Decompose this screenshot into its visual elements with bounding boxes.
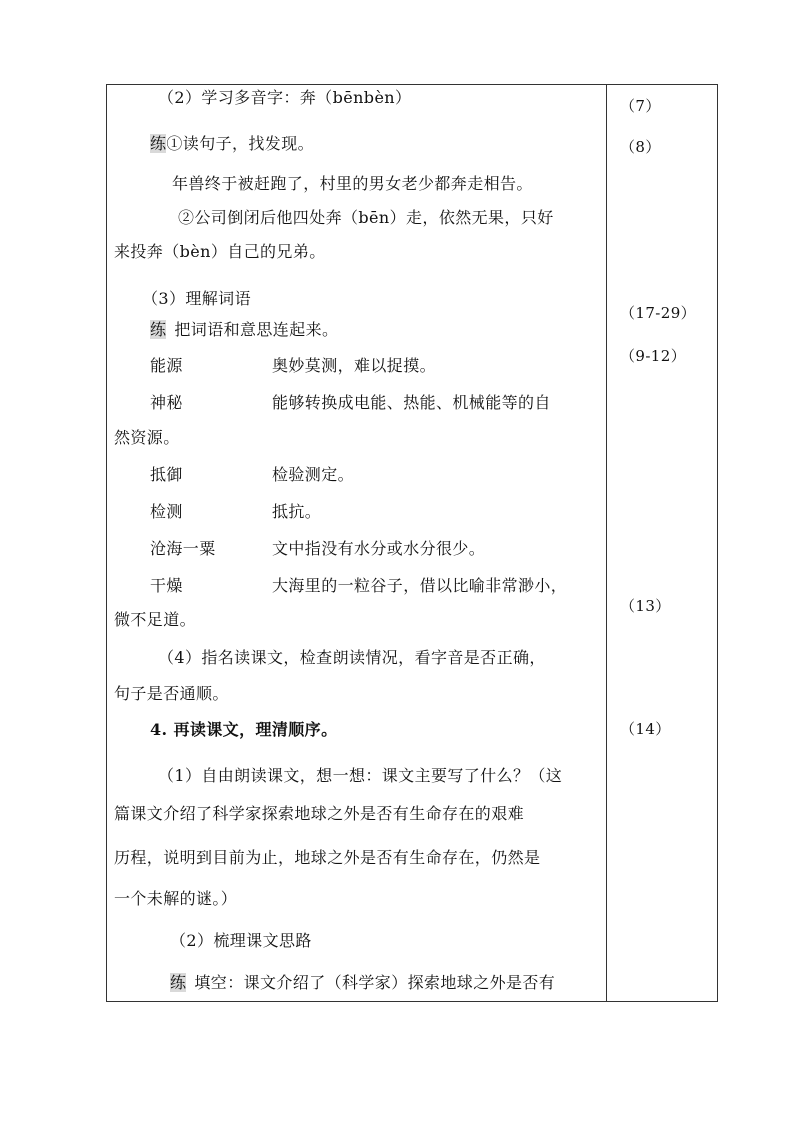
line-sentence-2b: 来投奔（bèn）自己的兄弟。 xyxy=(114,242,326,261)
term-1: 能源 xyxy=(150,356,183,375)
term-5: 沧海一粟 xyxy=(150,539,216,558)
line-question-b: 篇课文介绍了科学家探索地球之外是否有生命存在的艰难 xyxy=(114,804,525,823)
exercise-3-text: 填空：课文介绍了（科学家）探索地球之外是否有 xyxy=(194,973,556,992)
line-exercise-1 xyxy=(150,134,314,154)
line-vocab-heading: （3）理解词语 xyxy=(142,289,251,308)
line-read-check-a: （4）指名读课文，检查朗读情况，看字音是否正确， xyxy=(158,648,546,667)
section-4-heading: 4. 再读课文，理清顺序。 xyxy=(150,720,338,739)
right-note-4: （9-12） xyxy=(620,347,687,365)
right-note-1: （7） xyxy=(620,97,661,115)
line-exercise-3 xyxy=(170,973,555,993)
right-note-5: （13） xyxy=(620,597,671,615)
term-3: 抵御 xyxy=(150,465,183,484)
exercise-1-text: ①读句子，找发现。 xyxy=(166,134,315,153)
meaning-2-cont: 然资源。 xyxy=(114,428,180,447)
meaning-6: 大海里的一粒谷子，借以比喻非常渺小， xyxy=(272,576,568,595)
exercise-mark: 练 xyxy=(170,973,187,992)
term-2: 神秘 xyxy=(150,393,183,412)
meaning-1: 奥妙莫测，难以捉摸。 xyxy=(272,356,437,375)
line-outline-heading: （2）梳理课文思路 xyxy=(170,931,312,950)
line-question-c: 历程，说明到目前为止，地球之外是否有生命存在，仍然是 xyxy=(114,848,541,867)
meaning-4: 抵抗。 xyxy=(272,502,322,521)
exercise-2-text: 把词语和意思连起来。 xyxy=(174,320,339,339)
line-question-a: （1）自由朗读课文，想一想：课文主要写了什么？（这 xyxy=(158,766,563,785)
exercise-mark: 练 xyxy=(150,134,167,153)
line-read-check-b: 句子是否通顺。 xyxy=(114,684,229,703)
term-4: 检测 xyxy=(150,502,183,521)
right-note-6: （14） xyxy=(620,720,671,738)
exercise-mark: 练 xyxy=(150,320,167,339)
line-question-d: 一个未解的谜。） xyxy=(114,889,238,908)
term-6: 干燥 xyxy=(150,576,183,595)
column-divider xyxy=(606,84,607,1002)
line-sentence-2a: ②公司倒闭后他四处奔（bēn）走，依然无果，只好 xyxy=(178,208,554,227)
right-note-2: （8） xyxy=(620,138,661,156)
line-sentence-1: 年兽终于被赶跑了，村里的男女老少都奔走相告。 xyxy=(172,174,533,193)
right-note-3: （17-29） xyxy=(620,304,697,322)
meaning-5: 文中指没有水分或水分很少。 xyxy=(272,539,486,558)
meaning-6-cont: 微不足道。 xyxy=(114,610,197,629)
meaning-2: 能够转换成电能、热能、机械能等的自 xyxy=(272,393,551,412)
line-polyphone-heading: （2）学习多音字：奔（bēnbèn） xyxy=(158,88,412,107)
meaning-3: 检验测定。 xyxy=(272,465,355,484)
line-exercise-2 xyxy=(150,320,338,340)
